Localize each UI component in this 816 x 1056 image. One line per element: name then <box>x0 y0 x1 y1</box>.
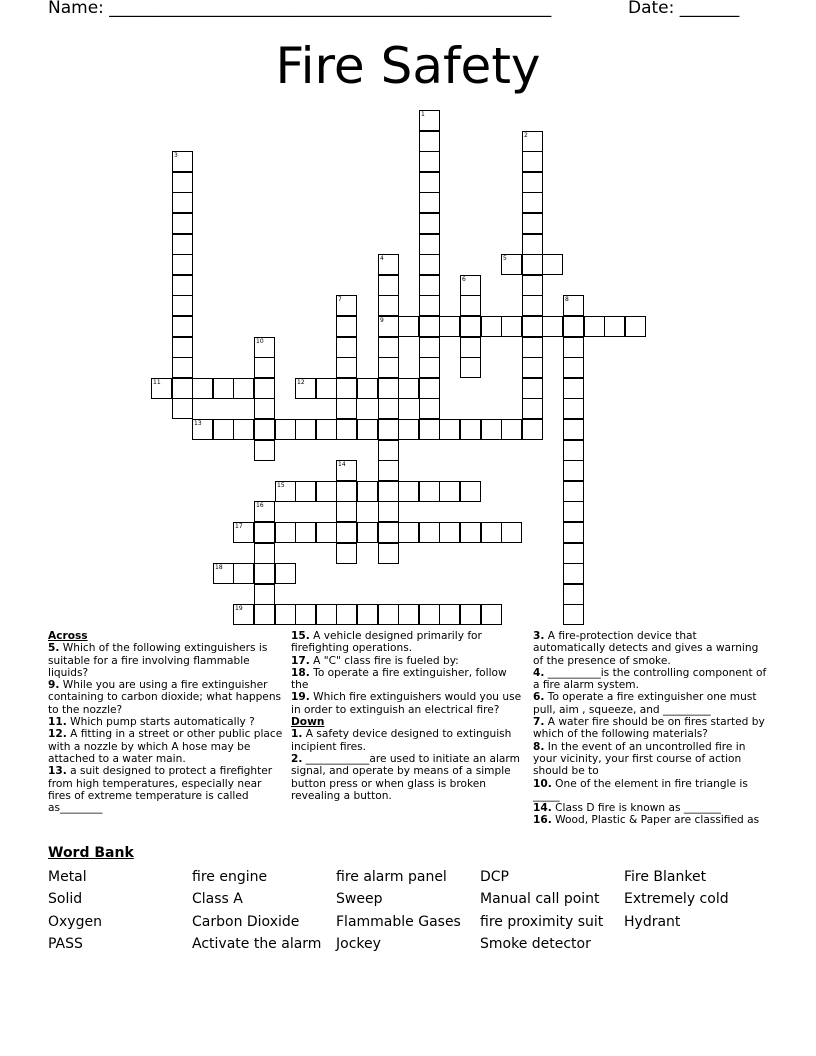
grid-cell[interactable] <box>563 584 584 605</box>
grid-cell[interactable] <box>439 481 460 502</box>
clue-number: 17. <box>291 654 310 667</box>
clue-section-heading: Down <box>291 716 325 729</box>
grid-cell[interactable] <box>460 481 481 502</box>
grid-cell[interactable] <box>336 378 357 399</box>
grid-cell[interactable] <box>172 337 193 358</box>
grid-cell[interactable] <box>419 131 440 152</box>
clue-item <box>291 667 527 692</box>
grid-cell[interactable] <box>439 419 460 440</box>
clue-item <box>48 679 284 716</box>
clue-number: 6. <box>533 691 545 704</box>
grid-cell[interactable] <box>172 357 193 378</box>
grid-cell[interactable] <box>172 295 193 316</box>
grid-cell[interactable] <box>172 275 193 296</box>
grid-cell[interactable] <box>522 192 543 213</box>
word-bank-item: Sweep <box>336 891 383 907</box>
cell-number: 4 <box>380 255 384 262</box>
grid-cell[interactable] <box>378 316 399 337</box>
grid-cell[interactable] <box>378 522 399 543</box>
clue-item <box>48 642 284 679</box>
grid-cell[interactable] <box>563 522 584 543</box>
grid-cell[interactable] <box>563 398 584 419</box>
cell-number: 6 <box>462 276 466 283</box>
grid-cell[interactable] <box>563 440 584 461</box>
grid-cell[interactable] <box>419 172 440 193</box>
clue-item <box>533 814 769 826</box>
cell-number: 12 <box>297 379 305 386</box>
grid-cell[interactable] <box>522 419 543 440</box>
clue-text: A safety device designed to extinguish incipient fires. <box>291 728 512 753</box>
clue-item <box>291 655 527 667</box>
clue-text: A fire-protection device that automatically detects and gives a warning of the presence of smoke. <box>533 630 759 667</box>
grid-cell[interactable] <box>563 563 584 584</box>
word-bank-item: fire engine <box>192 869 268 885</box>
grid-cell[interactable] <box>172 213 193 234</box>
grid-cell[interactable] <box>419 151 440 172</box>
grid-cell[interactable] <box>357 419 378 440</box>
grid-cell[interactable] <box>419 378 440 399</box>
grid-cell[interactable] <box>460 295 481 316</box>
grid-cell[interactable] <box>460 337 481 358</box>
cell-number: 10 <box>256 338 264 345</box>
grid-cell[interactable] <box>563 481 584 502</box>
grid-cell[interactable] <box>336 419 357 440</box>
word-bank-item: Hydrant <box>624 914 681 930</box>
clue-number: 13. <box>48 765 67 778</box>
grid-cell[interactable] <box>563 604 584 625</box>
clue-number: 7. <box>533 716 545 729</box>
word-bank-item: Extremely cold <box>624 891 729 907</box>
clue-text: Which of the following extinguishers is suitable for a fire involving flammable liquids? <box>48 642 268 679</box>
grid-cell[interactable] <box>398 522 419 543</box>
grid-cell[interactable] <box>172 398 193 419</box>
grid-cell[interactable] <box>378 460 399 481</box>
grid-cell[interactable] <box>419 398 440 419</box>
grid-cell[interactable] <box>419 604 440 625</box>
grid-cell[interactable] <box>460 357 481 378</box>
grid-cell[interactable] <box>460 419 481 440</box>
grid-cell[interactable] <box>419 110 440 131</box>
grid-cell[interactable] <box>378 604 399 625</box>
grid-cell[interactable] <box>192 419 213 440</box>
clue-item <box>48 765 284 814</box>
grid-cell[interactable] <box>522 378 543 399</box>
clues-column-3 <box>533 630 769 827</box>
clue-number: 12. <box>48 728 67 741</box>
grid-cell[interactable] <box>254 419 275 440</box>
grid-cell[interactable] <box>172 378 193 399</box>
grid-cell[interactable] <box>378 440 399 461</box>
grid-cell[interactable] <box>460 316 481 337</box>
cell-number: 15 <box>277 482 285 489</box>
clue-item <box>533 667 769 692</box>
cell-number: 5 <box>503 255 507 262</box>
grid-cell[interactable] <box>378 481 399 502</box>
grid-cell[interactable] <box>563 543 584 564</box>
grid-cell[interactable] <box>275 481 296 502</box>
grid-cell[interactable] <box>254 357 275 378</box>
grid-cell[interactable] <box>378 357 399 378</box>
grid-cell[interactable] <box>522 234 543 255</box>
grid-cell[interactable] <box>336 398 357 419</box>
grid-cell[interactable] <box>336 522 357 543</box>
grid-cell[interactable] <box>336 337 357 358</box>
grid-cell[interactable] <box>336 295 357 316</box>
clue-number: 11. <box>48 716 67 729</box>
grid-cell[interactable] <box>316 522 337 543</box>
cell-number: 16 <box>256 502 264 509</box>
clue-item <box>533 630 769 667</box>
grid-cell[interactable] <box>460 604 481 625</box>
clue-text: Wood, Plastic & Paper are classified as <box>551 814 760 827</box>
grid-cell[interactable] <box>563 378 584 399</box>
grid-cell[interactable] <box>316 604 337 625</box>
grid-cell[interactable] <box>275 563 296 584</box>
word-bank-item: fire proximity suit <box>480 914 604 930</box>
grid-cell[interactable] <box>254 604 275 625</box>
grid-cell[interactable] <box>254 337 275 358</box>
clue-text: While you are using a fire extinguisher containing to carbon dioxide; what happens to the nozzle? <box>48 679 282 716</box>
word-bank-item: Flammable Gases <box>336 914 461 930</box>
clue-text: To operate a fire extinguisher one must pull, aim , squeeze, and _________ <box>533 691 757 716</box>
cell-number: 13 <box>194 420 202 427</box>
grid-cell[interactable] <box>460 275 481 296</box>
grid-cell[interactable] <box>522 254 543 275</box>
clues-column-1 <box>48 630 284 814</box>
grid-cell[interactable] <box>398 419 419 440</box>
clue-item <box>533 716 769 741</box>
grid-cell[interactable] <box>378 419 399 440</box>
word-bank-item: Carbon Dioxide <box>192 914 300 930</box>
grid-cell[interactable] <box>254 543 275 564</box>
grid-cell[interactable] <box>336 501 357 522</box>
grid-cell[interactable] <box>254 378 275 399</box>
grid-cell[interactable] <box>233 604 254 625</box>
grid-cell[interactable] <box>295 604 316 625</box>
grid-cell[interactable] <box>625 316 646 337</box>
word-bank-item: Solid <box>48 891 83 907</box>
grid-cell[interactable] <box>233 563 254 584</box>
grid-cell[interactable] <box>295 419 316 440</box>
grid-cell[interactable] <box>522 213 543 234</box>
clue-number: 2. <box>291 752 303 765</box>
grid-cell[interactable] <box>398 316 419 337</box>
grid-cell[interactable] <box>522 316 543 337</box>
grid-cell[interactable] <box>172 316 193 337</box>
grid-cell[interactable] <box>522 357 543 378</box>
clue-text: One of the element in fire triangle is _____ <box>533 777 748 802</box>
grid-cell[interactable] <box>501 254 522 275</box>
clue-text: Which pump starts automatically ? <box>66 716 255 729</box>
cell-number: 11 <box>153 379 161 386</box>
clues-column-2 <box>291 630 527 802</box>
grid-cell[interactable] <box>419 357 440 378</box>
grid-cell[interactable] <box>357 378 378 399</box>
clue-number: 16. <box>533 814 552 827</box>
word-bank-item: DCP <box>480 869 509 885</box>
grid-cell[interactable] <box>172 192 193 213</box>
cell-number: 2 <box>524 132 528 139</box>
grid-cell[interactable] <box>481 604 502 625</box>
word-bank-item: fire alarm panel <box>336 869 447 885</box>
grid-cell[interactable] <box>316 419 337 440</box>
grid-cell[interactable] <box>522 172 543 193</box>
grid-cell[interactable] <box>481 419 502 440</box>
word-bank-item: Class A <box>192 891 243 907</box>
grid-cell[interactable] <box>419 337 440 358</box>
clue-item <box>48 716 284 728</box>
grid-cell[interactable] <box>522 337 543 358</box>
clue-number: 1. <box>291 728 303 741</box>
cell-number: 9 <box>380 317 384 324</box>
clue-item <box>291 691 527 716</box>
cell-number: 8 <box>565 296 569 303</box>
grid-cell[interactable] <box>460 522 481 543</box>
clue-number: 9. <box>48 679 60 692</box>
clue-text: a suit designed to protect a firefighter from high temperatures, especially near fires of extreme temperature is called as________ <box>48 765 273 815</box>
grid-cell[interactable] <box>254 522 275 543</box>
cell-number: 7 <box>338 296 342 303</box>
grid-cell[interactable] <box>172 234 193 255</box>
clue-item <box>48 728 284 765</box>
clue-text: Which fire extinguishers would you use in order to extinguish an electrical fire? <box>291 691 522 716</box>
grid-cell[interactable] <box>295 378 316 399</box>
grid-cell[interactable] <box>419 213 440 234</box>
clue-number: 14. <box>533 802 552 815</box>
grid-cell[interactable] <box>357 604 378 625</box>
date-field: Date: _______ <box>628 0 740 18</box>
grid-cell[interactable] <box>542 254 563 275</box>
clue-section-heading: Across <box>48 630 88 642</box>
grid-cell[interactable] <box>378 543 399 564</box>
clue-text: A water fire should be on fires started by which of the following materials? <box>533 716 765 741</box>
cell-number: 3 <box>174 152 178 159</box>
clue-item <box>533 802 769 814</box>
clue-number: 3. <box>533 630 545 642</box>
grid-cell[interactable] <box>254 584 275 605</box>
grid-cell[interactable] <box>172 254 193 275</box>
grid-cell[interactable] <box>439 604 460 625</box>
grid-cell[interactable] <box>419 254 440 275</box>
grid-cell[interactable] <box>192 378 213 399</box>
grid-cell[interactable] <box>522 131 543 152</box>
grid-cell[interactable] <box>563 295 584 316</box>
grid-cell[interactable] <box>481 522 502 543</box>
grid-cell[interactable] <box>378 501 399 522</box>
grid-cell[interactable] <box>378 337 399 358</box>
clue-number: 8. <box>533 740 545 753</box>
grid-cell[interactable] <box>563 337 584 358</box>
grid-cell[interactable] <box>233 378 254 399</box>
word-bank-item: Smoke detector <box>480 936 591 952</box>
grid-cell[interactable] <box>522 275 543 296</box>
clue-number: 19. <box>291 691 310 704</box>
grid-cell[interactable] <box>419 234 440 255</box>
grid-cell[interactable] <box>378 398 399 419</box>
grid-cell[interactable] <box>254 501 275 522</box>
grid-cell[interactable] <box>481 316 502 337</box>
grid-cell[interactable] <box>542 316 563 337</box>
clue-item <box>533 778 769 803</box>
grid-cell[interactable] <box>398 378 419 399</box>
grid-cell[interactable] <box>316 481 337 502</box>
grid-cell[interactable] <box>419 522 440 543</box>
grid-cell[interactable] <box>233 419 254 440</box>
clue-item <box>291 728 527 753</box>
grid-cell[interactable] <box>336 460 357 481</box>
page-title: Fire Safety <box>275 37 541 95</box>
clue-number: 15. <box>291 630 310 642</box>
word-bank-heading: Word Bank <box>48 845 134 861</box>
clue-text: To operate a fire extinguisher, follow the <box>291 666 507 692</box>
grid-cell[interactable] <box>336 481 357 502</box>
cell-number: 18 <box>215 564 223 571</box>
grid-cell[interactable] <box>563 316 584 337</box>
grid-cell[interactable] <box>254 440 275 461</box>
cell-number: 1 <box>421 111 425 118</box>
grid-cell[interactable] <box>584 316 605 337</box>
grid-cell[interactable] <box>378 254 399 275</box>
word-bank-item: Fire Blanket <box>624 869 707 885</box>
clue-number: 10. <box>533 777 552 790</box>
clue-number: 4. <box>533 666 545 679</box>
grid-cell[interactable] <box>398 481 419 502</box>
clue-text: Class D fire is known as _______ <box>551 802 721 815</box>
grid-cell[interactable] <box>275 419 296 440</box>
word-bank-item: PASS <box>48 936 83 952</box>
grid-cell[interactable] <box>419 419 440 440</box>
grid-cell[interactable] <box>439 316 460 337</box>
clue-item <box>533 741 769 778</box>
clue-text: ____________are used to initiate an alarm signal, and operate by means of a simple button press or when glass is broken revealing a button. <box>291 752 520 802</box>
cell-number: 19 <box>235 605 243 612</box>
cell-number: 17 <box>235 523 243 530</box>
clue-text: __________is the controlling component of a fire alarm system. <box>533 666 767 692</box>
word-bank-item: Activate the alarm <box>192 936 322 952</box>
grid-cell[interactable] <box>378 275 399 296</box>
grid-cell[interactable] <box>563 460 584 481</box>
grid-cell[interactable] <box>336 316 357 337</box>
grid-cell[interactable] <box>213 419 234 440</box>
grid-cell[interactable] <box>357 522 378 543</box>
clue-text: A fitting in a street or other public place with a nozzle by which A hose may be attached to a water main. <box>48 728 283 765</box>
grid-cell[interactable] <box>419 316 440 337</box>
grid-cell[interactable] <box>604 316 625 337</box>
clue-number: 18. <box>291 666 310 679</box>
grid-cell[interactable] <box>316 378 337 399</box>
clue-item <box>291 753 527 802</box>
grid-cell[interactable] <box>336 543 357 564</box>
grid-cell[interactable] <box>213 378 234 399</box>
grid-cell[interactable] <box>501 522 522 543</box>
grid-cell[interactable] <box>419 295 440 316</box>
grid-cell[interactable] <box>295 522 316 543</box>
name-field: Name: ____________________________________________________ <box>48 0 552 18</box>
grid-cell[interactable] <box>522 398 543 419</box>
grid-cell[interactable] <box>172 172 193 193</box>
clue-text: In the event of an uncontrolled fire in your vicinity, your first course of action should be to <box>533 740 746 778</box>
clue-text: A vehicle designed primarily for firefighting operations. <box>291 630 482 655</box>
grid-cell[interactable] <box>522 151 543 172</box>
grid-cell[interactable] <box>563 419 584 440</box>
grid-cell[interactable] <box>336 604 357 625</box>
word-bank-item: Jockey <box>336 936 381 952</box>
grid-cell[interactable] <box>419 481 440 502</box>
grid-cell[interactable] <box>254 398 275 419</box>
word-bank-item: Metal <box>48 869 87 885</box>
grid-cell[interactable] <box>378 378 399 399</box>
grid-cell[interactable] <box>563 501 584 522</box>
grid-cell[interactable] <box>233 522 254 543</box>
grid-cell[interactable] <box>336 357 357 378</box>
grid-cell[interactable] <box>501 419 522 440</box>
clue-item <box>291 630 527 655</box>
grid-cell[interactable] <box>398 604 419 625</box>
grid-cell[interactable] <box>439 522 460 543</box>
grid-cell[interactable] <box>357 481 378 502</box>
word-bank-item: Manual call point <box>480 891 600 907</box>
cell-number: 14 <box>338 461 346 468</box>
clue-text: A "C" class fire is fueled by: <box>309 654 459 667</box>
grid-cell[interactable] <box>151 378 172 399</box>
clue-item <box>533 691 769 716</box>
clue-number: 5. <box>48 642 60 655</box>
word-bank-item: Oxygen <box>48 914 102 930</box>
grid-cell[interactable] <box>563 357 584 378</box>
grid-cell[interactable] <box>501 316 522 337</box>
grid-cell[interactable] <box>254 563 275 584</box>
grid-cell[interactable] <box>295 481 316 502</box>
grid-cell[interactable] <box>275 522 296 543</box>
grid-cell[interactable] <box>213 563 234 584</box>
grid-cell[interactable] <box>522 295 543 316</box>
grid-cell[interactable] <box>275 604 296 625</box>
grid-cell[interactable] <box>172 151 193 172</box>
grid-cell[interactable] <box>419 275 440 296</box>
grid-cell[interactable] <box>378 295 399 316</box>
grid-cell[interactable] <box>419 192 440 213</box>
